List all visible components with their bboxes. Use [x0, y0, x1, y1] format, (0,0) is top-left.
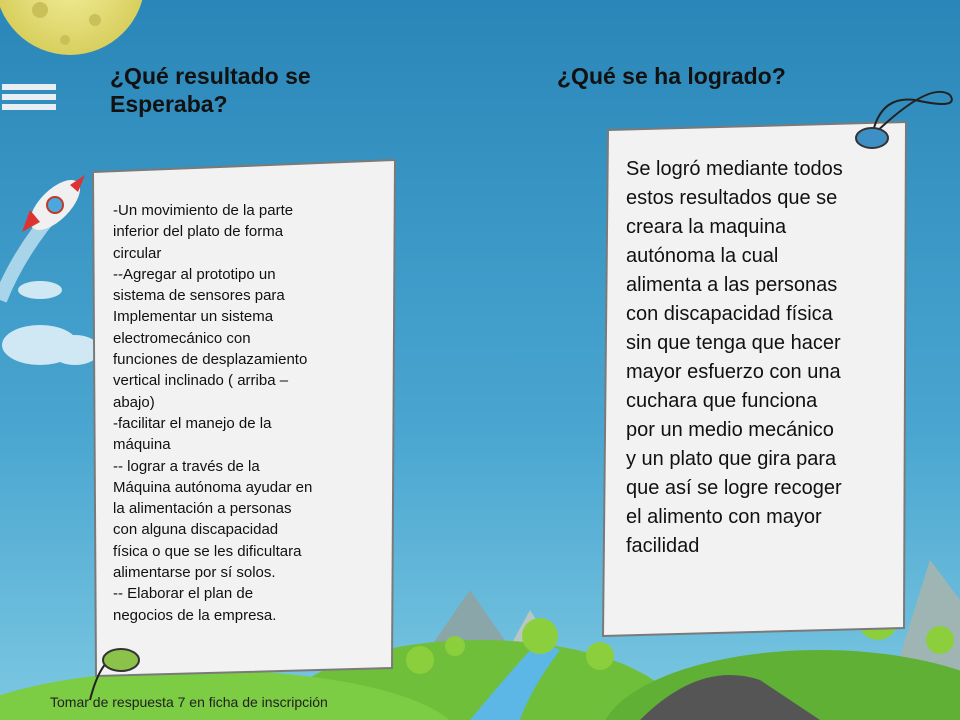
right-pin-icon	[856, 128, 888, 148]
left-note-line: -- lograr a través de la	[113, 457, 260, 475]
left-note-line: --Agregar al prototipo un	[113, 265, 276, 283]
left-note-line: inferior del plato de forma	[113, 223, 284, 241]
left-note-line: con alguna discapacidad	[113, 521, 279, 539]
right-note-line: estos resultados que se	[626, 187, 838, 209]
left-note-line: negocios de la empresa.	[113, 606, 277, 624]
left-note-line: Implementar un sistema	[113, 308, 274, 326]
left-note-line: alimentarse por sí solos.	[113, 564, 276, 582]
left-note-line: electromecánico con	[113, 329, 251, 347]
left-note-line: Máquina autónoma ayudar en	[113, 478, 313, 496]
right-note-line: con discapacidad física	[626, 303, 833, 325]
right-note-line: facilidad	[626, 535, 700, 557]
left-note-line: sistema de sensores para	[113, 287, 285, 305]
right-note-text	[626, 155, 898, 561]
left-note-line: circular	[113, 244, 162, 262]
right-note-line: que así se logre recoger	[626, 477, 842, 499]
left-title-line: ¿Qué resultado se	[110, 63, 311, 89]
hearts-decoration	[2, 84, 56, 110]
left-note-line: abajo)	[113, 393, 155, 411]
right-note-line: cuchara que funciona	[626, 390, 818, 412]
right-note-line: y un plato que gira para	[626, 448, 837, 470]
right-note-line: autónoma la cual	[626, 245, 779, 267]
left-note-line: vertical inclinado ( arriba –	[113, 372, 289, 390]
left-pin-icon	[103, 649, 139, 671]
left-note-line: máquina	[113, 436, 171, 454]
left-note-line: física o que se les dificultara	[113, 542, 302, 560]
right-note-line: creara la maquina	[626, 216, 787, 238]
left-note-line: funciones de desplazamiento	[113, 351, 308, 369]
left-title-line: Esperaba?	[110, 91, 228, 117]
left-note-line: -- Elaborar el plan de	[113, 585, 254, 603]
right-note-line: por un medio mecánico	[626, 419, 834, 441]
right-note-line: mayor esfuerzo con una	[626, 361, 841, 383]
left-note-line: la alimentación a personas	[113, 500, 292, 518]
right-note-line: alimenta a las personas	[626, 274, 838, 296]
left-panel-title	[110, 62, 410, 118]
right-note-line: sin que tenga que hacer	[626, 332, 841, 354]
left-note-line: -Un movimiento de la parte	[113, 202, 294, 219]
footer-note: Tomar de respuesta 7 en ficha de inscripción	[50, 694, 328, 710]
left-note-text	[113, 200, 373, 626]
right-panel-title: ¿Qué se ha logrado?	[557, 63, 786, 89]
right-note-line: el alimento con mayor	[626, 506, 822, 528]
right-note-line: Se logró mediante todos	[626, 158, 843, 180]
left-note-line: -facilitar el manejo de la	[113, 414, 272, 432]
